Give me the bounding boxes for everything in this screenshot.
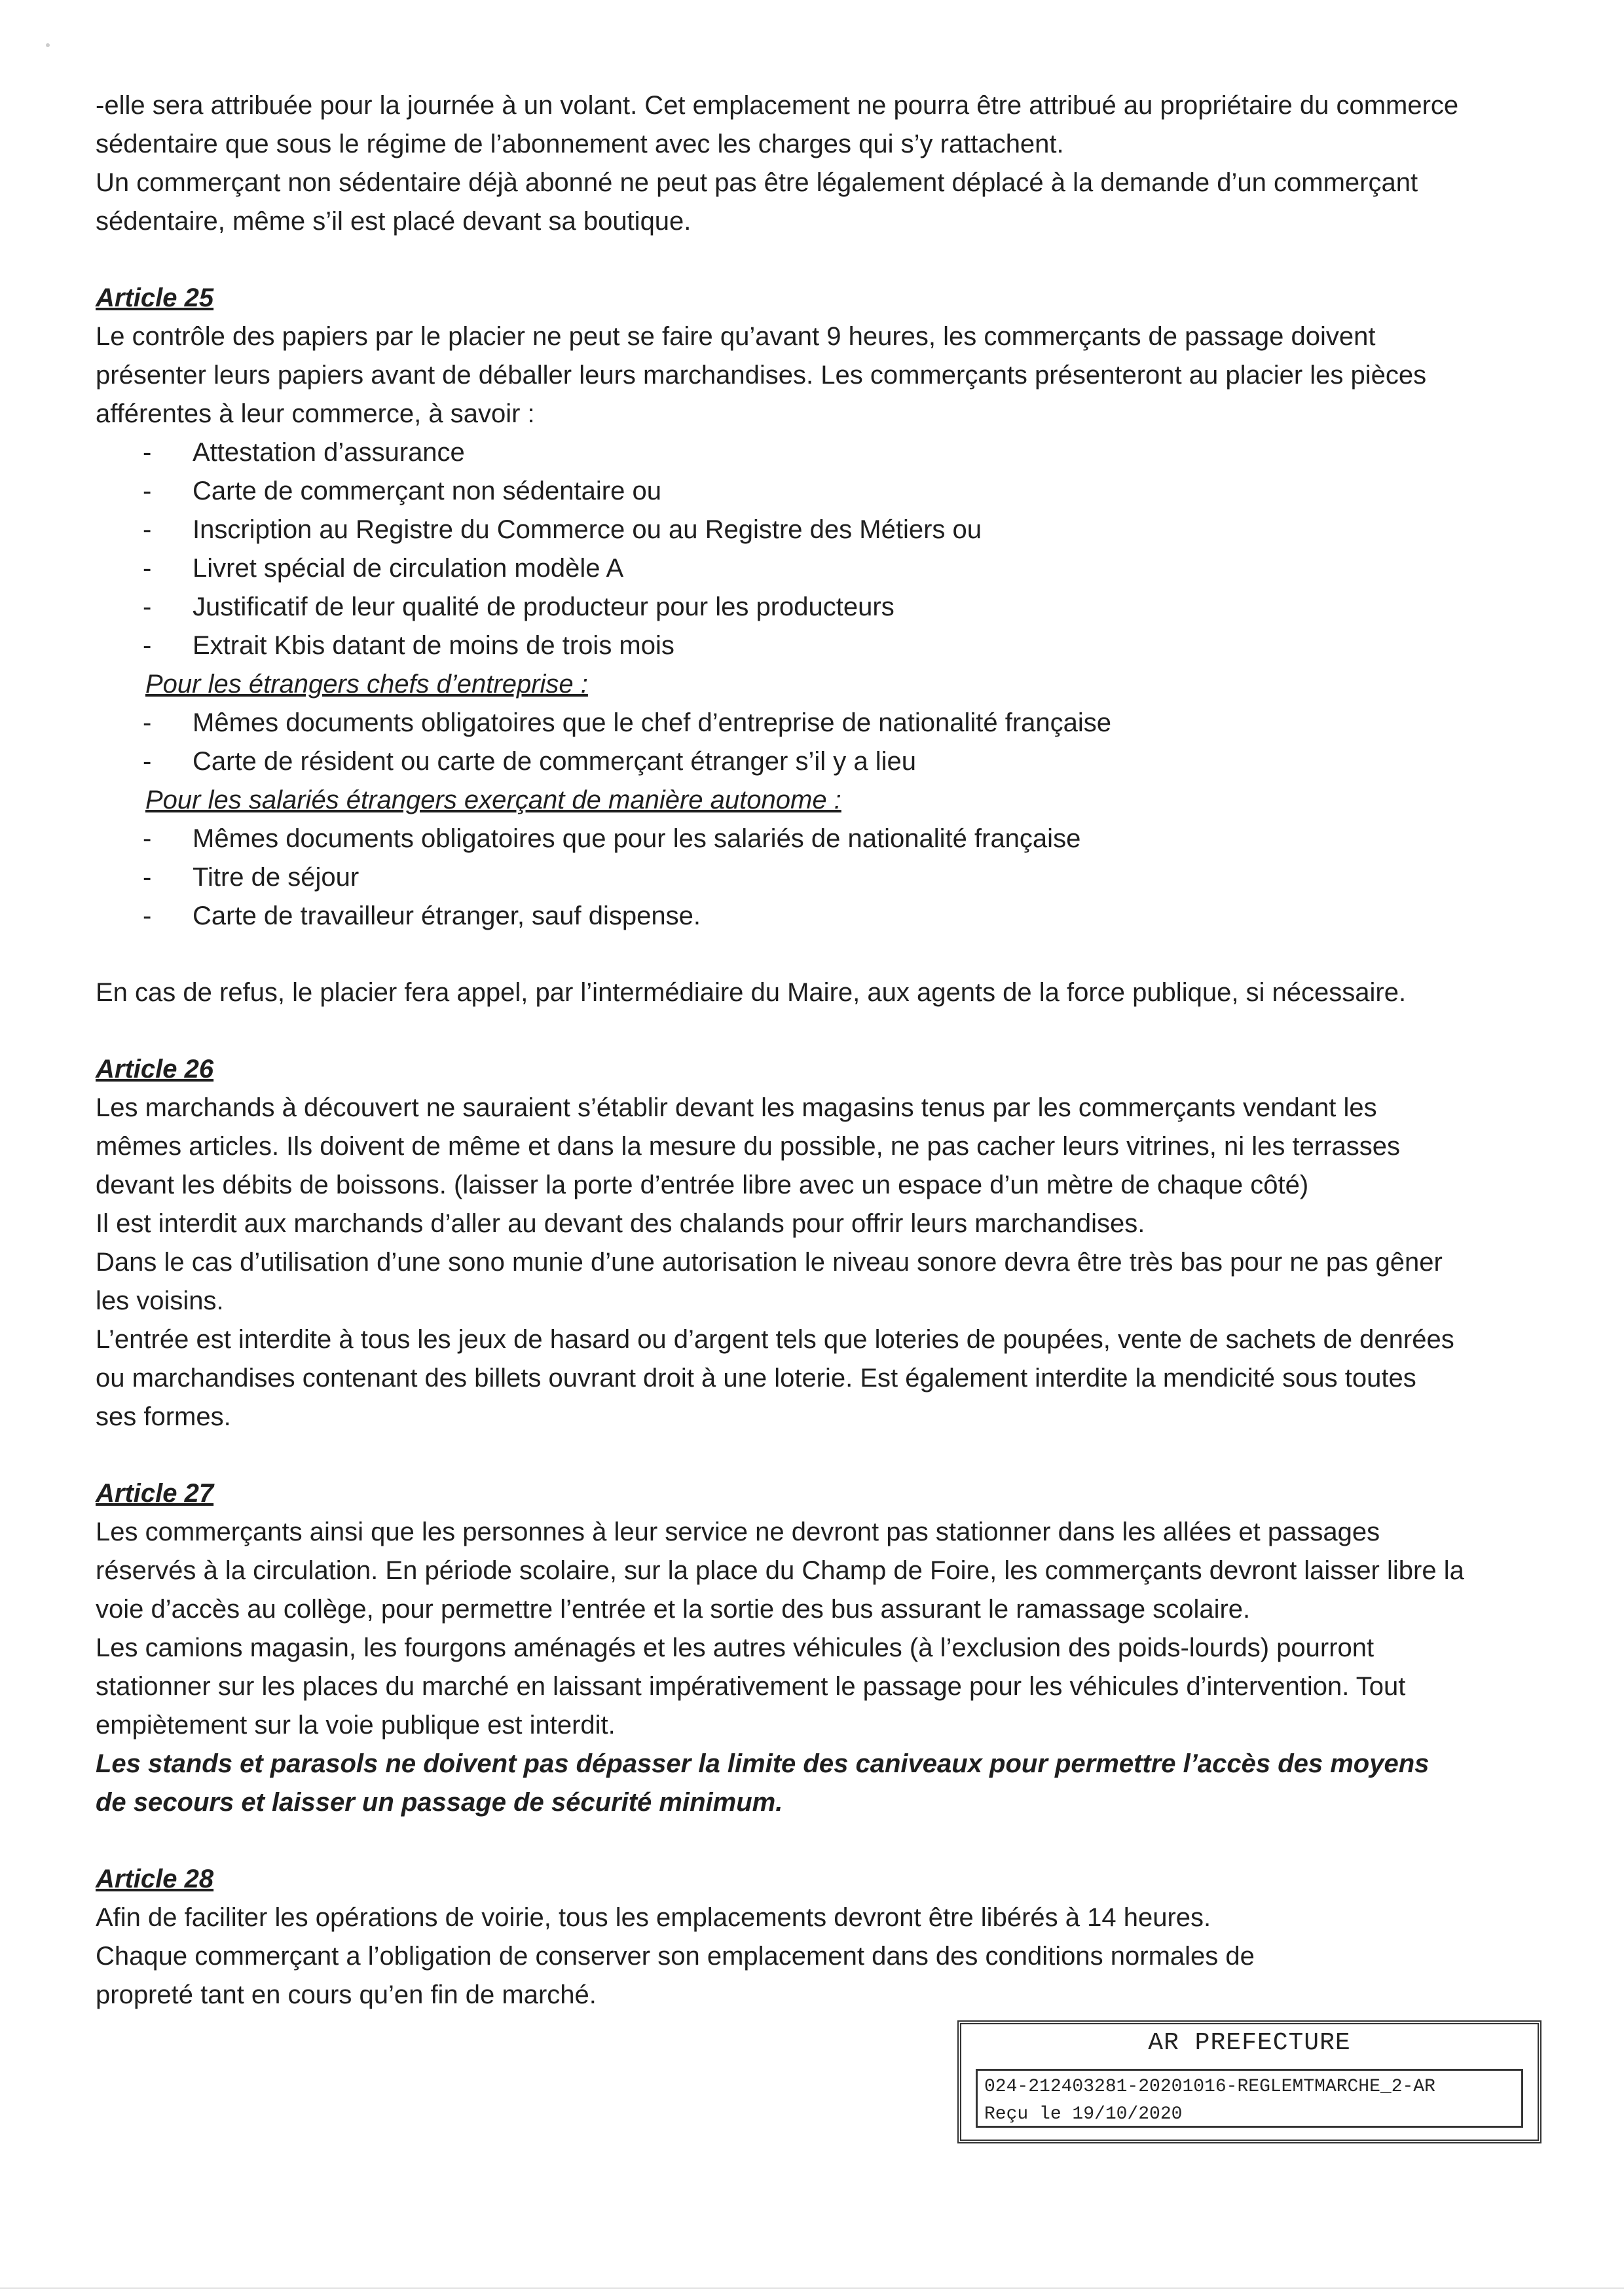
stamp-reference: 024-212403281-20201016-REGLEMTMARCHE_2-AR — [984, 2077, 1435, 2097]
list-item: - Carte de résident ou carte de commerçant étranger s’il y a lieu — [143, 747, 916, 776]
foreign-managers-list — [96, 704, 1464, 781]
article-26-paragraph-1: Les marchands à découvert ne sauraient s’établir devant les magasins tenus par les commerçants vendant les mêmes articles. Ils doivent de même et dans la mesure du possible, ne pas cacher leurs vitrines, ni les terrasses devant les débits de boissons. (laisser la porte d’entrée libre avec un espace d’un mètre de chaque côté) — [96, 1093, 1400, 1199]
list-item: - Livret spécial de circulation modèle A — [143, 554, 624, 583]
article-25-document-list — [96, 433, 1464, 665]
foreign-employees-list — [96, 820, 1464, 936]
article-28-line-2: Chaque commerçant a l’obligation de conserver son emplacement dans des conditions normales de — [96, 1942, 1255, 1971]
article-26-paragraph-3: Dans le cas d’utilisation d’une sono munie d’une autorisation le niveau sonore devra être très bas pour ne pas gêner les voisins. — [96, 1248, 1443, 1315]
list-item: - Titre de séjour — [143, 863, 360, 892]
list-item: - Justificatif de leur qualité de producteur pour les producteurs — [143, 592, 895, 621]
article-26-heading: Article 26 — [96, 1055, 214, 1084]
stamp-title: AR PREFECTURE — [1148, 2029, 1351, 2057]
intro-paragraph-2: Un commerçant non sédentaire déjà abonné ne peut pas être légalement déplacé à la demande d’un commerçant sédentaire, même s’il est placé devant sa boutique. — [96, 168, 1418, 236]
article-26-paragraph-2: Il est interdit aux marchands d’aller au devant des chalands pour offrir leurs marchandises. — [96, 1209, 1145, 1238]
stamp-details — [976, 2069, 1523, 2128]
article-27-bold-paragraph: Les stands et parasols ne doivent pas dépasser la limite des caniveaux pour permettre l’accès des moyens de secours et laisser un passage de sécurité minimum. — [96, 1749, 1430, 1817]
article-27-heading: Article 27 — [96, 1479, 214, 1508]
list-item: - Attestation d’assurance — [143, 438, 465, 467]
scan-edge-line — [0, 2287, 1624, 2289]
article-28-heading: Article 28 — [96, 1865, 214, 1893]
document-body — [96, 86, 1464, 2014]
list-item: - Mêmes documents obligatoires que pour les salariés de nationalité française — [143, 824, 1081, 853]
prefecture-stamp — [957, 2020, 1541, 2143]
article-25-closing: En cas de refus, le placier fera appel, par l’intermédiaire du Maire, aux agents de la force publique, si nécessaire. — [96, 978, 1407, 1007]
article-27-paragraph-1: Les commerçants ainsi que les personnes à leur service ne devront pas stationner dans les allées et passages réservés à la circulation. En période scolaire, sur la place du Champ de Foire, les commerçants devront laisser libre la voie d’accès au collège, pour permettre l’entrée et la sortie des bus assurant le ramassage scolaire. — [96, 1518, 1464, 1624]
list-item: - Carte de travailleur étranger, sauf dispense. — [143, 902, 701, 930]
list-item: - Mêmes documents obligatoires que le chef d’entreprise de nationalité française — [143, 708, 1112, 737]
article-25-text: Le contrôle des papiers par le placier ne peut se faire qu’avant 9 heures, les commerçants de passage doivent présenter leurs papiers avant de déballer leurs marchandises. Les commerçants présenteront au placier les pièces afférentes à leur commerce, à savoir : — [96, 322, 1427, 428]
article-27-paragraph-2: Les camions magasin, les fourgons aménagés et les autres véhicules (à l’exclusion des poids-lourds) pourront stationner sur les places du marché en laissant impérativement le passage pour les véhicules d’intervention. Tout empiètement sur la voie publique est interdit. — [96, 1633, 1406, 1740]
article-25-heading: Article 25 — [96, 283, 214, 312]
list-item: - Extrait Kbis datant de moins de trois mois — [143, 631, 674, 660]
foreign-managers-subheading: Pour les étrangers chefs d’entreprise : — [145, 670, 588, 699]
article-28-line-1: Afin de faciliter les opérations de voirie, tous les emplacements devront être libérés à 14 heures. — [96, 1903, 1211, 1932]
intro-paragraph-1: -elle sera attribuée pour la journée à un volant. Cet emplacement ne pourra être attribué au propriétaire du commerce sédentaire que sous le régime de l’abonnement avec les charges qui s’y rattachent. — [96, 91, 1459, 158]
foreign-employees-subheading: Pour les salariés étrangers exerçant de manière autonome : — [145, 786, 841, 814]
article-28-line-3: propreté tant en cours qu’en fin de marché. — [96, 1980, 597, 2009]
article-26-paragraph-4: L’entrée est interdite à tous les jeux de hasard ou d’argent tels que loteries de poupées, vente de sachets de denrées ou marchandises contenant des billets ouvrant droit à une loterie. Est également interdite la mendicité sous toutes ses formes. — [96, 1325, 1454, 1431]
list-item: - Carte de commerçant non sédentaire ou — [143, 477, 661, 505]
scan-speck — [46, 43, 50, 47]
list-item: - Inscription au Registre du Commerce ou au Registre des Métiers ou — [143, 515, 982, 544]
stamp-received-date: Reçu le 19/10/2020 — [984, 2104, 1183, 2124]
